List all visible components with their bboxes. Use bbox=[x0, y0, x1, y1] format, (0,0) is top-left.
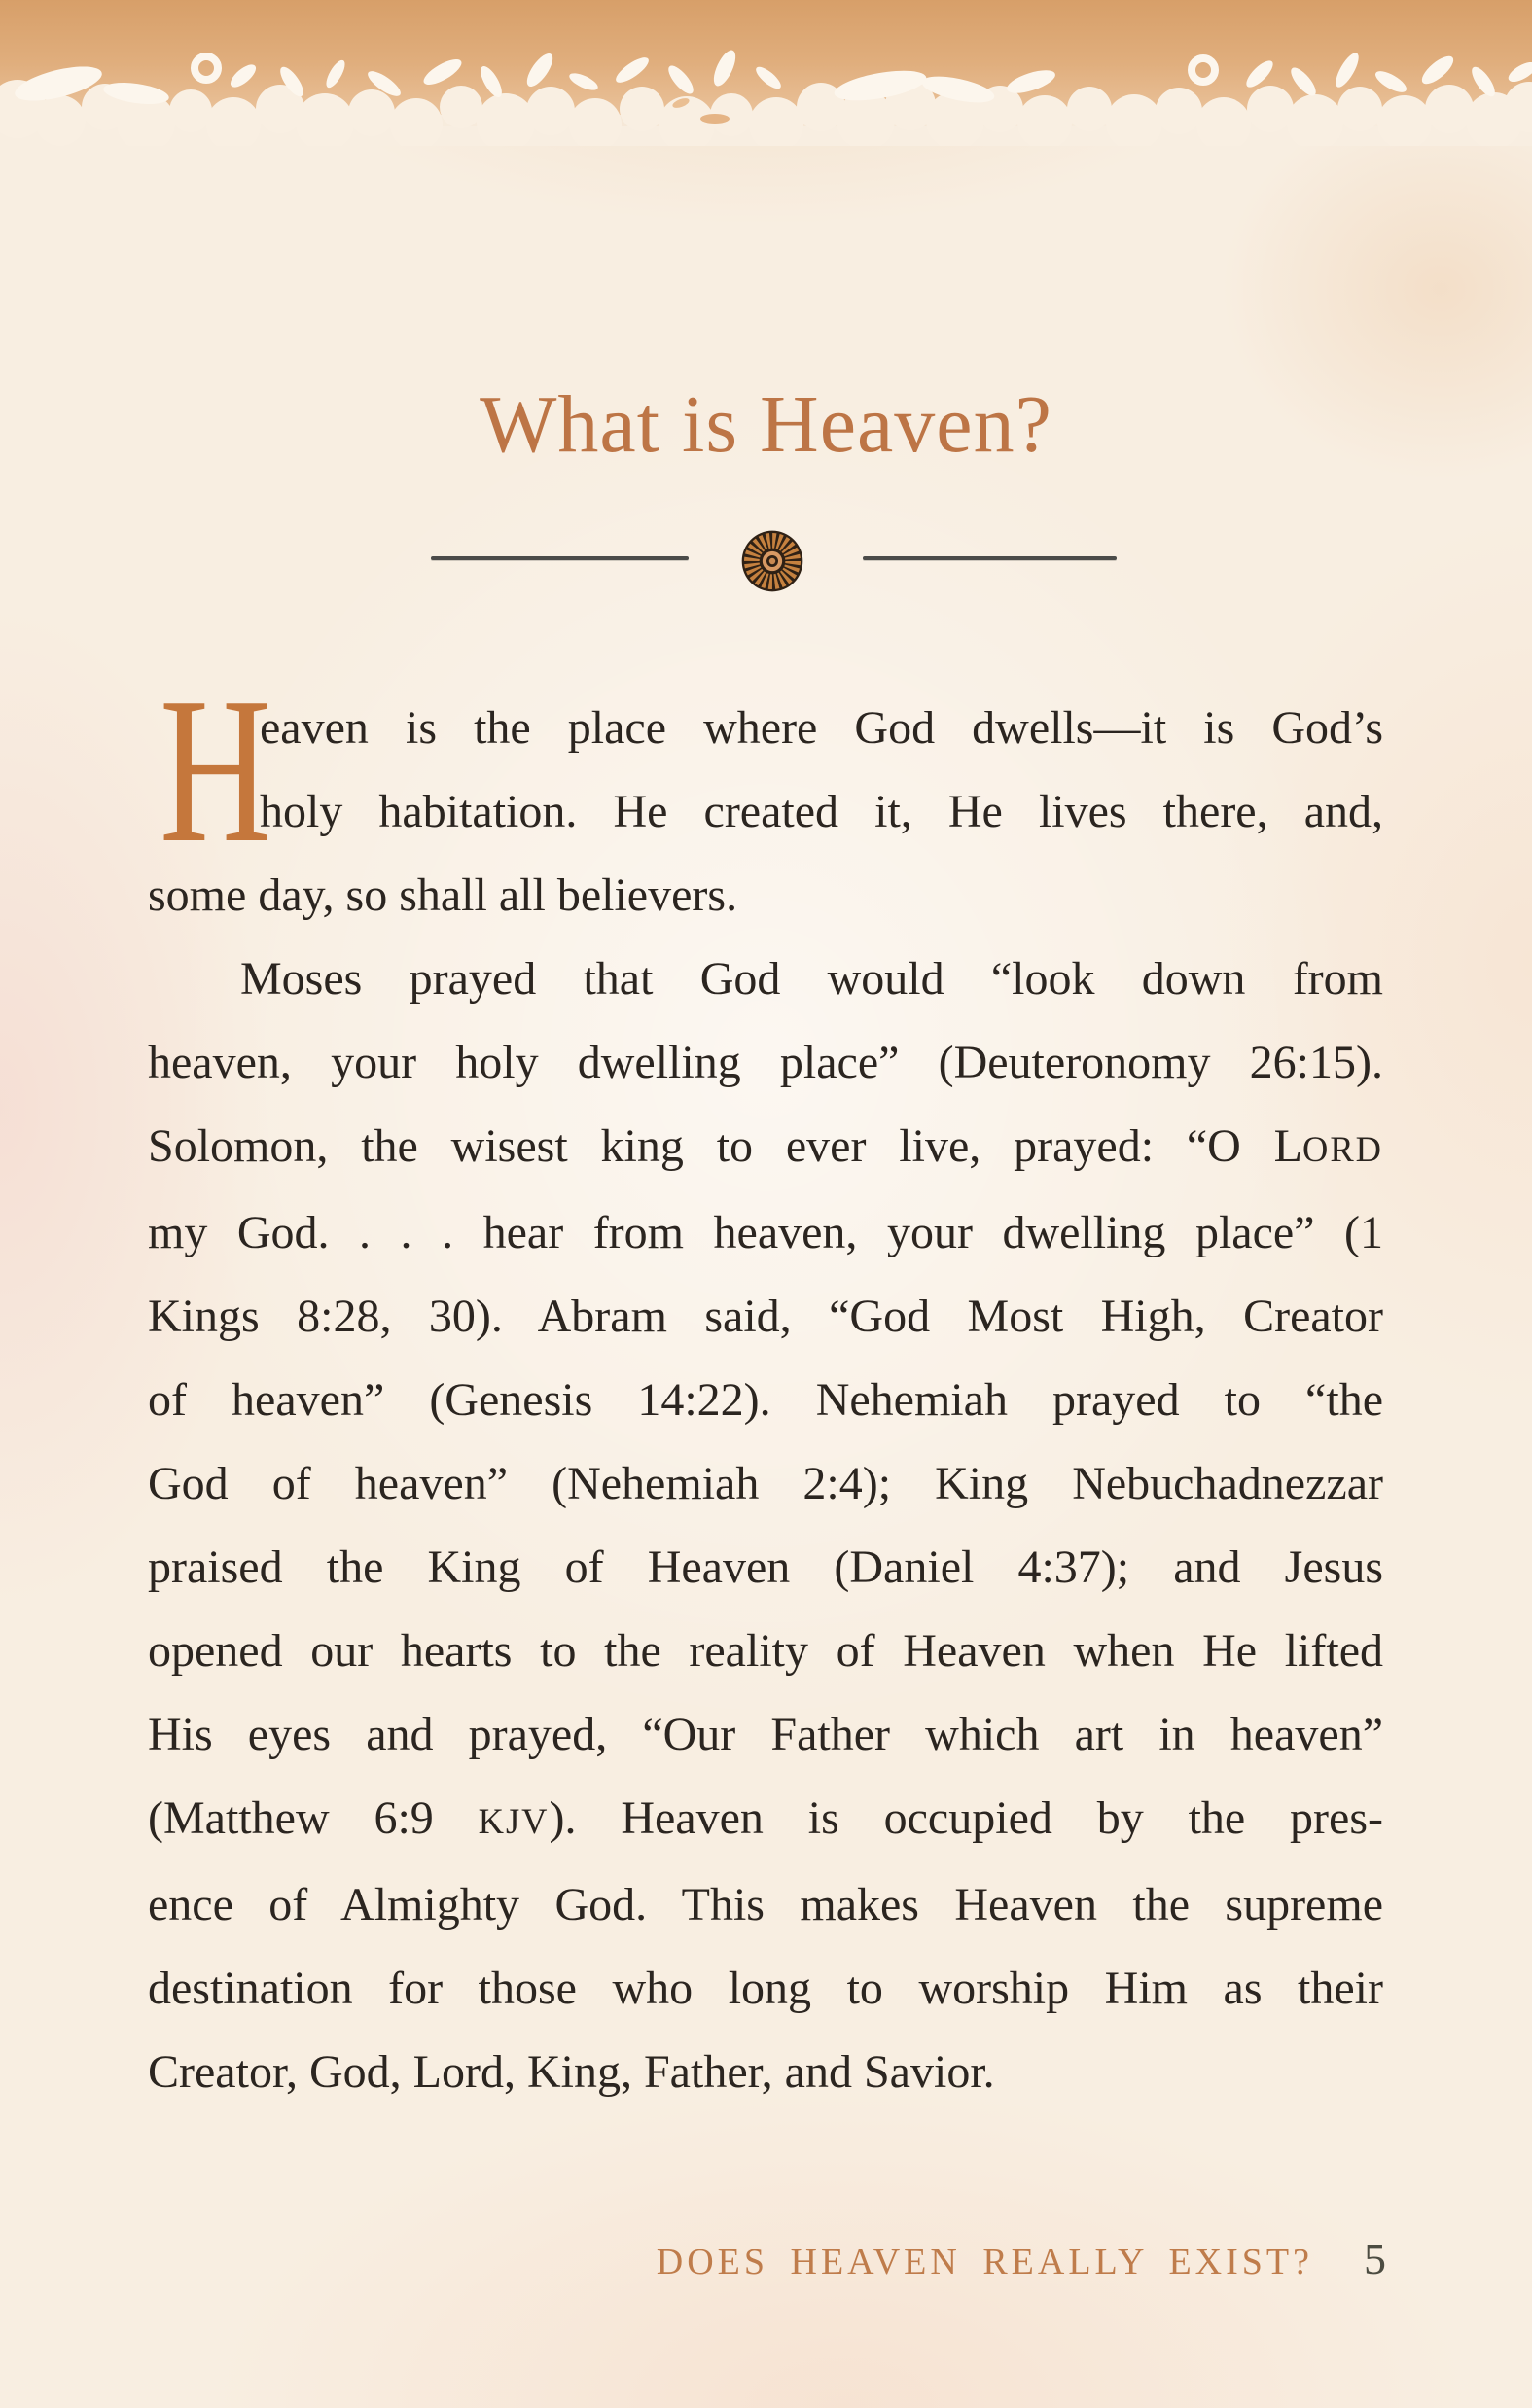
drop-cap: H bbox=[160, 654, 271, 886]
text-line: God of heaven” (Nehemiah 2:4); King Nebuchadnezzar bbox=[148, 1458, 1383, 1509]
text-line: eaven is the place where God dwells—it is God’s bbox=[260, 702, 1383, 754]
divider-rule-left bbox=[431, 556, 689, 560]
text-line: my God. . . . hear from heaven, your dwelling place” (1 bbox=[148, 1207, 1383, 1258]
running-head: DOES HEAVEN REALLY EXIST? bbox=[656, 2242, 1313, 2283]
text-line: of heaven” (Genesis 14:22). Nehemiah prayed to “the bbox=[148, 1374, 1383, 1426]
text-line: His eyes and prayed, “Our Father which art in heaven” bbox=[148, 1709, 1383, 1760]
text-line: destination for those who long to worship Him as their bbox=[148, 1963, 1383, 2014]
sunburst-medallion-icon bbox=[738, 527, 806, 595]
page-number: 5 bbox=[1364, 2234, 1386, 2284]
small-caps-text: KJV bbox=[478, 1801, 550, 1841]
text-line: Creator, God, Lord, King, Father, and Savior. bbox=[148, 2046, 995, 2098]
text-line: (Matthew 6:9 KJV). Heaven is occupied by the pres- bbox=[148, 1792, 1383, 1844]
text-line: ence of Almighty God. This makes Heaven the supreme bbox=[148, 1879, 1383, 1930]
text-line: Kings 8:28, 30). Abram said, “God Most High, Creator bbox=[148, 1291, 1383, 1342]
text-line: praised the King of Heaven (Daniel 4:37); and Jesus bbox=[148, 1541, 1383, 1593]
text-line: opened our hearts to the reality of Heaven when He lifted bbox=[148, 1625, 1383, 1677]
body-text bbox=[148, 654, 1383, 2114]
foliage-border-ornament bbox=[0, 0, 1532, 146]
small-caps-text: ORD bbox=[1302, 1129, 1383, 1169]
page-footer bbox=[657, 2233, 1386, 2284]
text-line: heaven, your holy dwelling place” (Deuteronomy 26:15). bbox=[148, 1037, 1383, 1088]
text-line: holy habitation. He created it, He lives there, and, bbox=[260, 786, 1383, 837]
chapter-title: What is Heaven? bbox=[480, 379, 1052, 470]
text-line: Solomon, the wisest king to ever live, prayed: “O LORD bbox=[148, 1120, 1383, 1172]
text-line: Moses prayed that God would “look down from bbox=[240, 953, 1383, 1005]
divider-rule-right bbox=[863, 556, 1117, 560]
text-line: some day, so shall all believers. bbox=[148, 869, 738, 921]
